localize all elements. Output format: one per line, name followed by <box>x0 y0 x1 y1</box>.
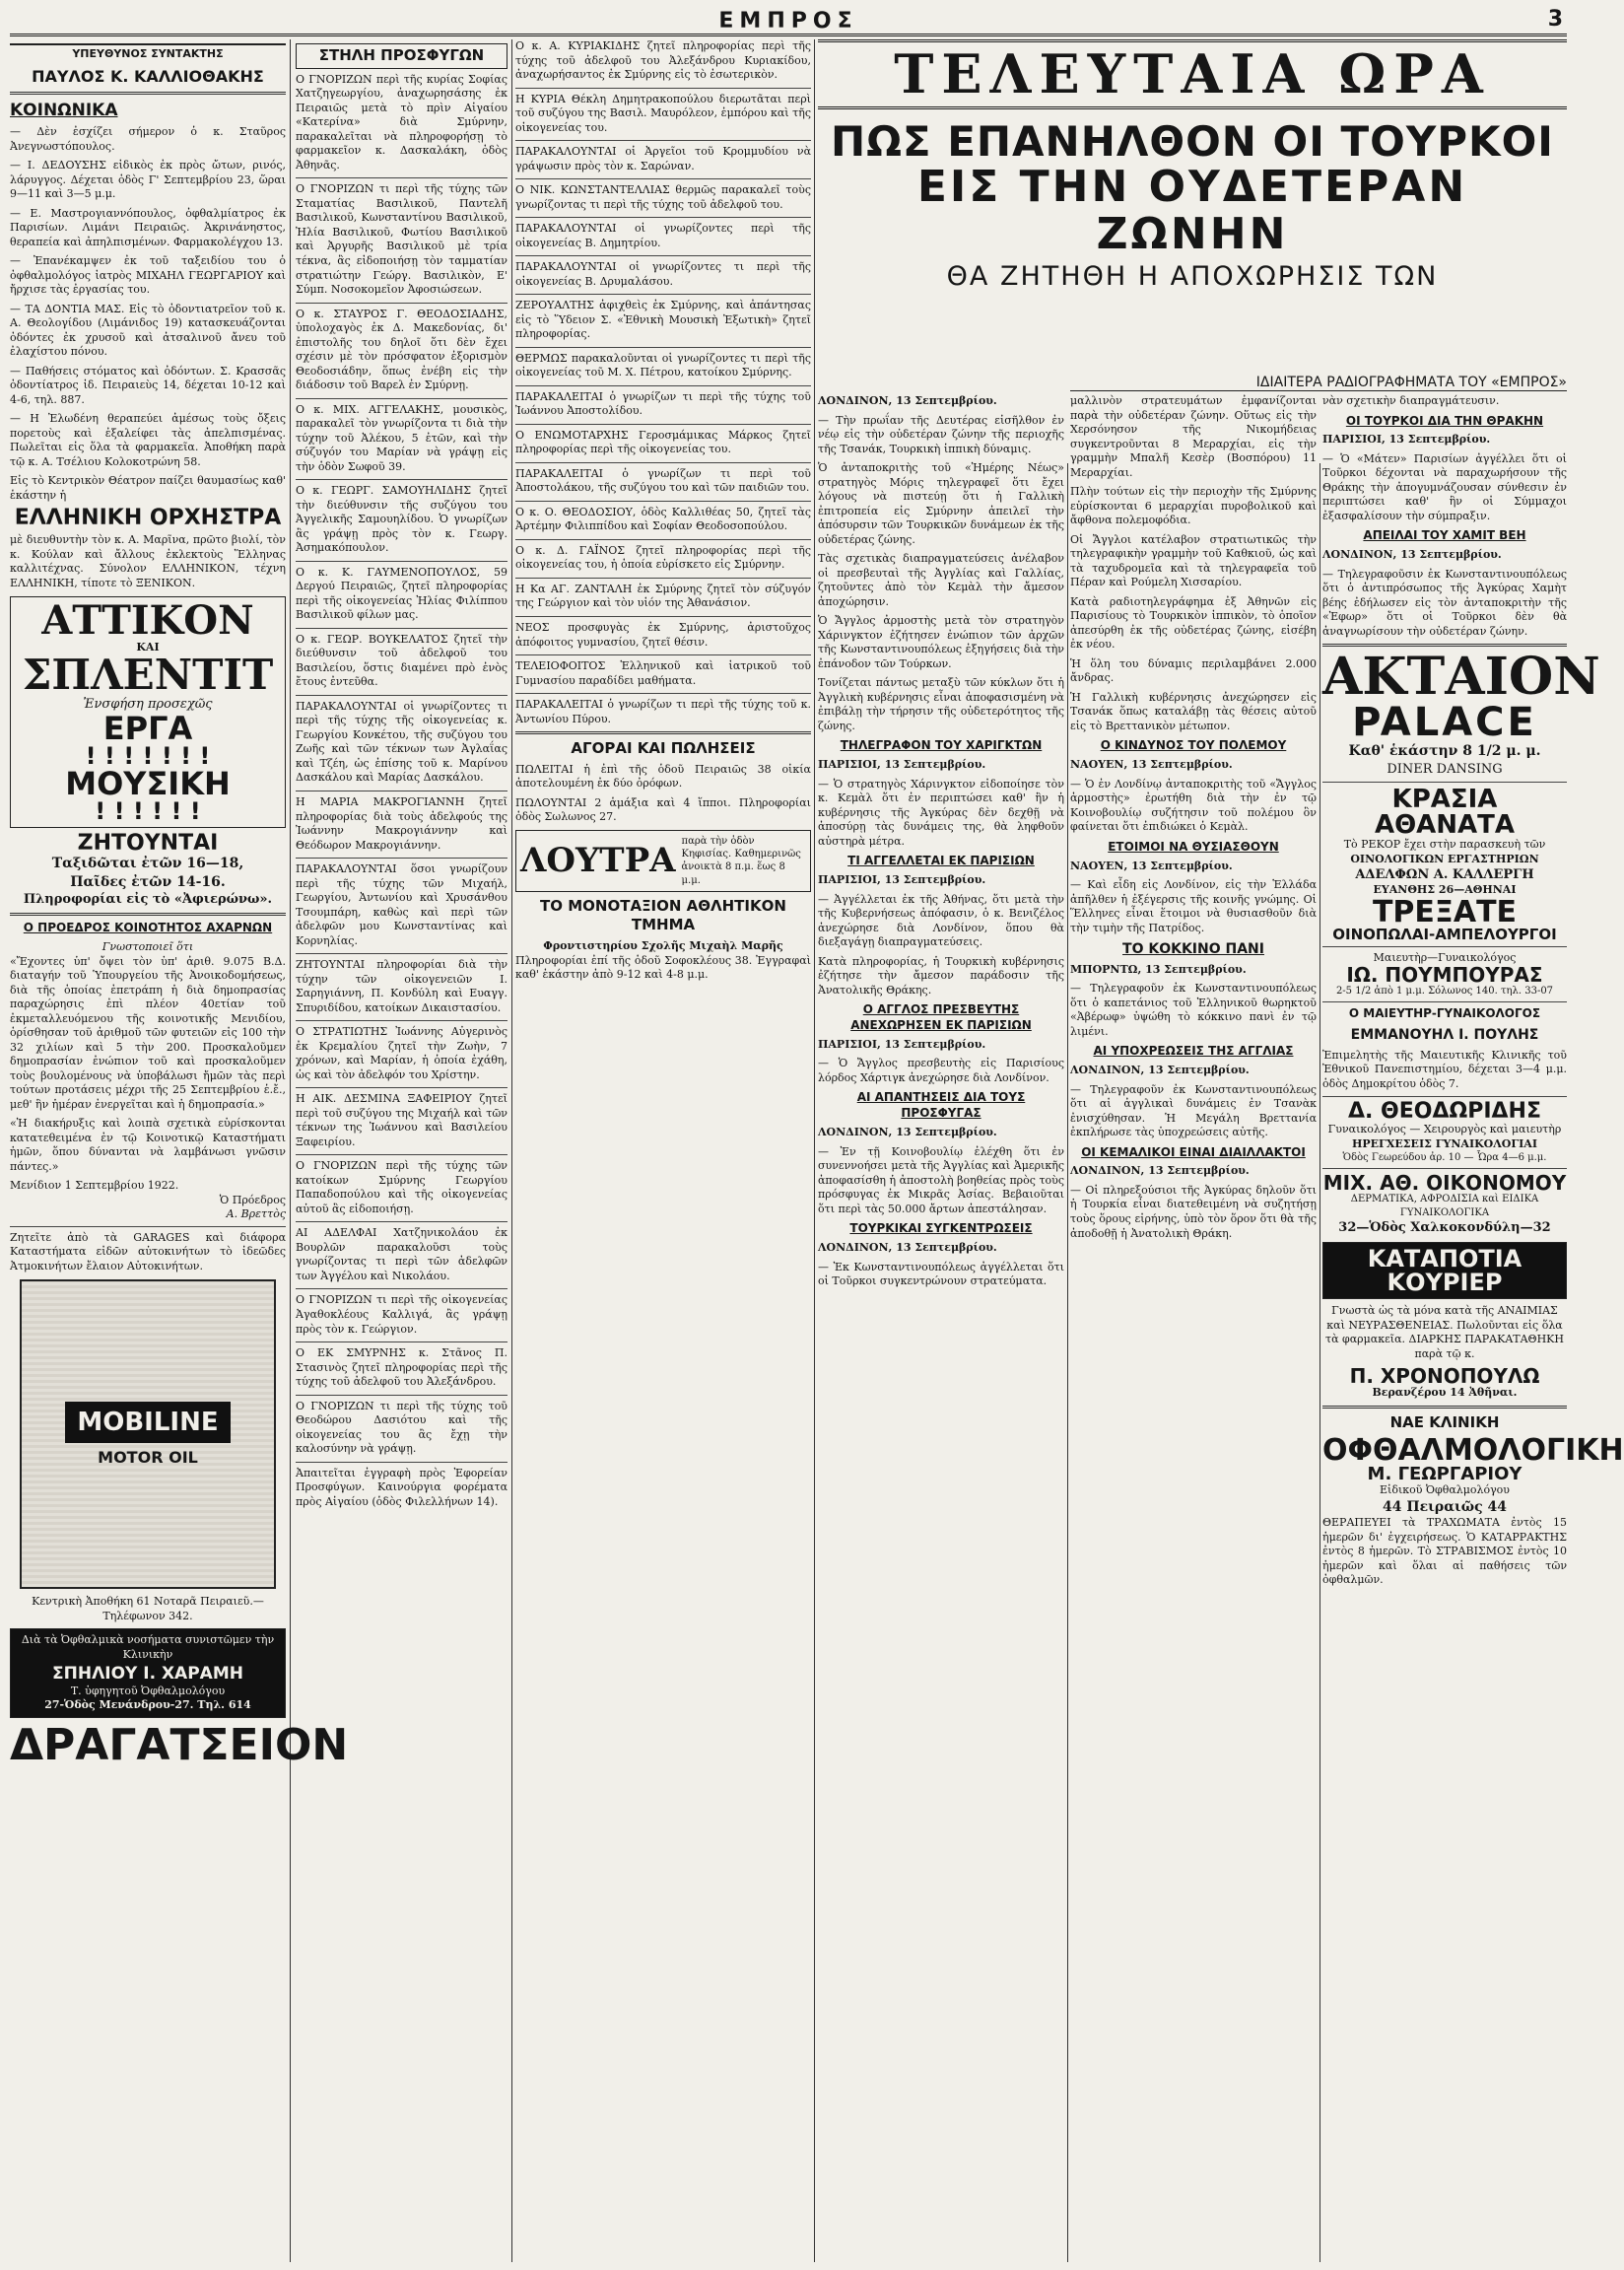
aktaion-palace: PALACE <box>1352 700 1537 746</box>
refugee-notice: ΝΕΟΣ προσφυγὰς ἐκ Σμύρνης, ἀριστοῦχος ἀπόφοιτος γυμνασίου, ζητεῖ θέσιν. <box>515 620 811 649</box>
wanted-title: ΖΗΤΟΥΝΤΑΙ <box>77 831 219 857</box>
refugee-items <box>296 73 508 1509</box>
dateline: ΠΑΡΙΣΙΟΙ, 13 Σεπτεμβρίου. <box>818 1037 986 1051</box>
refugee-column-title: ΣΤΗΛΗ ΠΡΟΣΦΥΓΩΝ <box>296 43 508 69</box>
refugee-notice: Ο ΣΤΡΑΤΙΩΤΗΣ Ἰωάννης Αὐγερινὸς ἐκ Κρεμαλίου ζητεῖ τὴν Ζωὴν, 7 χρόνων, καὶ Μαρίαν, ἡ ὁποία ἐχάθη, ὡς καὶ τὸν ἀδελφόν του Χρίστην. <box>296 1025 508 1081</box>
refugee-notice: Ο ΓΝΟΡΙΖΩΝ τι περὶ τῆς τύχης τῶν Σταματίας Βασιλικοῦ, Παντελῆ Βασιλικοῦ, Κωνσταντίνου Βασιλικοῦ, Ἠλία Βασιλικοῦ, Φωτίου Βασιλικοῦ καὶ Ἀργυρῆς Βασιλικοῦ μὲ τρία τέκνα, ἂς εἰδοποιήσῃ τὸν ταμματίαν στρατιώτην Γεώργ. Βασιλικὸν, Ε' Σύμπ. Νοσοκομεῖον Ἀφοσιώσεων. <box>296 182 508 297</box>
wine-sub: Τὸ ΡΕΚΟΡ ἔχει στὴν παρασκευὴ τῶν <box>1343 837 1546 851</box>
wine-treksate: ΤΡΕΞΑΤΕ <box>1372 894 1518 929</box>
divider <box>296 1288 508 1289</box>
column-3 <box>515 39 811 2262</box>
refugee-notice: Ο ΓΝΟΡΙΖΩΝ περὶ τῆς κυρίας Σοφίας Χατζηγεωργίου, ἀναχωρησάσης ἐκ Πειραιῶς μετὰ τὸ πρὶν Αἰγαίου «Κατερίνα» διὰ Σμύρνην, παρακαλεῖται νὰ πληροφορήσῃ τὸ φαρμακεῖον κ. Δασκαλάκη, ὁδὸς Ἀθηνᾶς. <box>296 72 508 172</box>
dateline: ΝΑΟΥΕΝ, 13 Σεπτεμβρίου. <box>1070 758 1233 772</box>
eye-clinic-ad <box>10 1628 286 1718</box>
kourier-name: Π. ΧΡΟΝΟΠΟΥΛΩ <box>1349 1364 1540 1389</box>
notice-body: «Ἔχοντες ὑπ' ὄψει τὸν ὑπ' ἀριθ. 9.075 Β.Δ. διαταγήν τοῦ Ὑπουργείου τῆς Ἀνοικοδομήσεως, διὰ τῆς ὁποίας ἐπετράπη ἡ διὰ δημοπρασίας παραχώρησις ἐπὶ πλέον 40ετίαν τοῦ ἐκμεταλλευόμενου τῆς κοινοτικῆς Μενιδίου, ὁρίσθησαν τοῦ ἀριθμοῦ τῶν φυτειῶν εἰς 100 τὴν 32 χιλίων καὶ 5 τὴν 200. Προσκαλοῦμεν δημοπρασίαν ἐνώπιον τοῦ καὶ προσκαλοῦμεν τοὺς βουλομένους νὰ ὑποβάλωσι ἤμῶν τὰς περὶ τούτων προτάσεις μέχρι τῆς 25 Σεπτεμβρίου ἑ.ἔ., μεθ' ἣν ἡμέραν ἐνεργεῖται καὶ ἡ δημοπρασία.» <box>10 954 286 1111</box>
divider <box>515 255 811 256</box>
divider <box>296 1020 508 1021</box>
divider <box>296 1087 508 1088</box>
subheading: Ο ΑΓΓΛΟΣ ΠΡΕΣΒΕΥΤΗΣ ΑΝΕΧΩΡΗΣΕΝ ΕΚ ΠΑΡΙΣΙΩΝ <box>850 1002 1032 1033</box>
article-para: — Ὁ «Μάτεν» Παρισίων ἀγγέλλει ὅτι οἱ Τοῦρκοι δέχονται νὰ παραχωρήσουν τῆς Θράκης τὴν ἀπογυμνάζουσαν σύνθεσιν ἐν περιπτώσει καθ' ἣν οἱ Σύμμαχοι ἐξασφαλίσουν τὴν σύμπραξιν. <box>1322 451 1567 522</box>
column-rule <box>814 39 815 2262</box>
subheading: ΑΙ ΥΠΟΧΡΕΩΣΕΙΣ ΤΗΣ ΑΓΓΛΙΑΣ <box>1093 1044 1294 1059</box>
column-1 <box>10 39 349 2262</box>
dateline: ΛΟΝΔΙΝΟΝ, 13 Σεπτεμβρίου. <box>1322 548 1502 562</box>
notice-date: Μενίδιον 1 Σεπτεμβρίου 1922. <box>10 1179 179 1193</box>
dateline: ΛΟΝΔΙΝΟΝ, 13 Σεπτεμβρίου. <box>818 394 997 407</box>
divider <box>296 177 508 178</box>
orchestra-title: ΕΛΛΗΝΙΚΗ ΟΡΧΗΣΤΡΑ <box>14 506 282 531</box>
eye-clinic-name: ΣΠΗΛΙΟΥ Ι. ΧΑΡΑΜΗ <box>52 1663 243 1684</box>
divider <box>515 616 811 617</box>
kourier-ad <box>1322 1242 1567 1299</box>
headline-byline: ΙΔΙΑΙΤΕΡΑ ΡΑΔΙΟΓΡΑΦΗΜΑΤΑ ΤΟΥ «ΕΜΠΡΟΣ» <box>1070 375 1567 391</box>
subheading: ΟΙ ΤΟΥΡΚΟΙ ΔΙΑ ΤΗΝ ΘΡΑΚΗΝ <box>1345 413 1544 428</box>
doctor-spec: ΔΕΡΜΑΤΙΚΑ, ΑΦΡΟΔΙΣΙΑ καὶ ΕΙΔΙΚΑ ΓΥΝΑΙΚΟΛΟΓΙΚΑ <box>1350 1194 1539 1218</box>
wine-address: ΕΥΑΝΘΗΣ 26—ΑΘΗΝΑΙ <box>1373 883 1517 897</box>
divider <box>515 501 811 502</box>
article-para: Τὰς σχετικὰς διαπραγματεύσεις ἀνέλαβον οἱ πρεσβευταὶ τῆς Ἀγγλίας καὶ Γαλλίας, ζητοῦντες ἀπὸ τὸν Κεμὰλ τὴν ἄμεσον ἀποχώρησιν. <box>818 552 1064 608</box>
cinema-and: ΚΑΙ <box>136 640 160 653</box>
article-para: — Ὁ ἐν Λονδίνῳ ἀνταποκριτὴς τοῦ «Ἄγγλος ἀρμοστὴς» ἐρωτήθη διὰ τὴν ἐν τῷ Κοινοβουλίῳ συζήτησιν τοῦ πολέμου ὃν φαίνεται ὅτι ἐπιδιώκει ὁ Κεμὰλ. <box>1070 777 1317 834</box>
divider <box>515 385 811 386</box>
article-para: — Ἐκ Κωνσταντινουπόλεως ἀγγέλλεται ὅτι οἱ Τοῦρκοι συγκεντρώνουν στρατεύματα. <box>818 1260 1064 1288</box>
refugee-notice: ΠΑΡΑΚΑΛΟΥΝΤΑΙ οἱ γνωρίζοντες τι περὶ τῆς οἰκογενείας Β. Δρυμαλάσου. <box>515 260 811 288</box>
divider <box>1322 1096 1567 1097</box>
refugee-notice: Η Κα ΑΓ. ΖΑΝΤΑΛΗ ἐκ Σμύρνης ζητεῖ τὸν σύζυγόν της Γεώργιον καὶ τὸν υἱόν της Ἀθανάσιον. <box>515 582 811 610</box>
subheading: ΟΙ ΚΕΜΑΛΙΚΟΙ ΕΙΝΑΙ ΔΙΑΙΛΛΑΚΤΟΙ <box>1081 1144 1306 1159</box>
divider <box>515 217 811 218</box>
school-text: Πληροφορίαι ἐπί τῆς ὁδοῦ Σοφοκλέους 38. Ἐγγραφαὶ καθ' ἑκάστην ἀπὸ 9-12 καὶ 4-8 μ.μ. <box>515 953 811 982</box>
refugee-notice: Ἀπαιτεῖται ἐγγραφὴ πρὸς Ἐφορείαν Προσφύγων. Καινούργια φορέματα πρὸς Αἰγαίου (ὁδὸς Φιλελλήνων 14). <box>296 1466 508 1508</box>
doctor-name: ΜΙΧ. ΑΘ. ΟΙΚΟΝΟΜΟΥ <box>1322 1171 1567 1196</box>
doctor-spec: Μαιευτὴρ—Γυναικολόγος <box>1373 950 1517 964</box>
divider <box>515 294 811 295</box>
notice-signer-name: Α. Βρεττὸς <box>226 1207 286 1221</box>
page-number: 3 <box>1547 7 1563 32</box>
school-sub: Φροντιστηρίου Σχολῆς Μιχαὴλ Μαρῆς <box>543 939 783 953</box>
subheading: ΤΙ ΑΓΓΕΛΛΕΤΑΙ ΕΚ ΠΑΡΙΣΙΩΝ <box>847 854 1035 868</box>
clinic-sub: ΝΑΕ ΚΛΙΝΙΚΗ <box>1389 1412 1500 1431</box>
doctor-address: Ὁδὸς Γεωρεύδου ἀρ. 10 — Ὧρα 4—6 μ.μ. <box>1342 1152 1547 1164</box>
cinema-name-1: ΑΤΤΙΚΟΝ <box>41 596 254 644</box>
garage-text: Ζητεῖτε ἀπὸ τὰ GARAGES καὶ διάφορα Καταστήματα εἰδῶν αὐτοκινήτων τὸ ἰδεῶδες Ἀτμοκινήτων ἔλαιον Αὐτοκινήτων. <box>10 1230 286 1273</box>
headline-block <box>818 39 1567 109</box>
article-para: — Καὶ εἶδη εἰς Λονδίνον, εἰς τὴν Ἑλλάδα ἀπῆλθεν ἡ ἐξέγερσις τῆς κοινῆς γνώμης. Οἱ Ἕλληνες εἶναι ἕτοιμοι νὰ θυσιασθοῦν διὰ τὴν τιμὴν τῆς Πατρίδος. <box>1070 878 1317 934</box>
dateline: ΠΑΡΙΣΙΟΙ, 13 Σεπτεμβρίου. <box>1322 433 1491 447</box>
wanted-line: Ταξιδῶται ἐτῶν 16—18, <box>51 856 244 872</box>
dateline: ΛΟΝΔΙΝΟΝ, 13 Σεπτεμβρίου. <box>1070 1164 1250 1178</box>
refugee-items-2 <box>515 39 811 726</box>
school-title: ΤΟ ΜΟΝΟΤΑΞΙΟΝ ΑΘΛΗΤΙΚΟΝ ΤΜΗΜΑ <box>540 896 786 934</box>
ad-item: ΠΩΛΟΥΝΤΑΙ 2 ἁμάξια καὶ 4 ἵπποι. Πληροφορίαι ὁδὸς Σωλωνος 27. <box>515 795 811 824</box>
baths-ad <box>515 830 811 892</box>
article-para: Οἱ Ἄγγλοι κατέλαβον στρατιωτικῶς τὴν τηλεγραφικὴν γραμμὴν τοῦ Καθκιοῦ, ὡς καὶ τὰ ταχυδρομεῖα καὶ τὰ τηλεγραφεῖα τοῦ Πέραν καὶ Ρούμελη Χισσαρίου. <box>1070 532 1317 589</box>
aktaion-title: ΑΚΤΑΙΟΝ <box>1322 647 1600 708</box>
divider <box>1322 1406 1567 1409</box>
ads-header: ΑΓΟΡΑΙ ΚΑΙ ΠΩΛΗΣΕΙΣ <box>571 739 756 758</box>
article-para: — Τηλεγραφοῦν ἐκ Κωνσταντινουπόλεως ὅτι αἱ ἀγγλικαὶ δυνάμεις ἐν Τσανὰκ ἐνισχύθησαν. Ἡ Μεγάλη Βρεττανία ἐκπλήρωσε τὰς ὑποχρεώσεις αὐτῆς. <box>1070 1082 1317 1139</box>
wanted-line: Πληροφορίαι εἰς τὸ «Ἀφιερώνω». <box>23 892 273 908</box>
aktaion-time: Καθ' ἑκάστην 8 1/2 μ. μ. <box>1348 743 1541 760</box>
refugee-notice: Ο ΕΝΩΜΟΤΑΡΧΗΣ Γεροσμάμικας Μάρκος ζητεῖ πληροφορίας περὶ τῆς οἰκογενείας του. <box>515 428 811 456</box>
divider <box>515 424 811 425</box>
article-para: Πλὴν τούτων εἰς τὴν περιοχὴν τῆς Σμύρνης εὑρίσκονται 6 μεραρχίαι πυροβολικοῦ καὶ ἄφθονα πολεμοφόδια. <box>1070 485 1317 527</box>
wine-sub-2: ΟΙΝΟΛΟΓΙΚΩΝ ΕΡΓΑΣΤΗΡΙΩΝ <box>1350 852 1539 865</box>
divider <box>515 140 811 141</box>
divider <box>10 1226 286 1227</box>
divider <box>296 628 508 629</box>
divider <box>515 178 811 179</box>
wine-brand: ΑΔΕΛΦΩΝ Α. ΚΑΛΛΕΡΓΗ <box>1355 867 1534 883</box>
headline-line-2: ΕΙΣ ΤΗΝ ΟΥΔΕΤΕΡΑΝ ΖΩΝΗΝ <box>916 162 1468 260</box>
social-item: — Ἐπανέκαμψεν ἐκ τοῦ ταξειδίου του ὁ ὀφθαλμολόγος ἰατρὸς ΜΙΧΑΗΛ ΓΕΩΡΓΑΡΙΟΥ καὶ ἤρχισε τὰς ἐργασίας του. <box>10 254 286 297</box>
divider <box>515 347 811 348</box>
article-para: Κατὰ ραδιοτηλεγράφημα ἐξ Ἀθηνῶν εἰς Παρισίους τὸ Τουρκικὸν ἱππικὸν, τὸ ὁποῖον ἀπεσύρθη ἐκ τῆς οὐδετέρας ζώνης, εἰσέβη ἐκ νέου. <box>1070 594 1317 652</box>
article-para: Ὁ Ἄγγλος ἀρμοστὴς μετὰ τὸν στρατηγὸν Χάρινγκτον ἐζήτησεν ἐνώπιον τῶν ἀρχῶν τῆς Κωνσταντινουπόλεως ἐξηγήσεις διὰ τὴν ἐπάνοδον τῶν Τούρκων. <box>818 614 1064 670</box>
divider <box>515 578 811 579</box>
refugee-notice: ΘΕΡΜΩΣ παρακαλοῦνται οἱ γνωρίζοντες τι περὶ τῆς οἰκογενείας τοῦ Μ. Χ. Πέτρου, κατοίκου Σμύρνης. <box>515 351 811 379</box>
divider <box>515 693 811 694</box>
social-item: — Ε. Μαστρογιαννόπουλος, ὀφθαλμίατρος ἐκ Παρισίων. Λιμάνι Πειραιῶς. Ἀκρινάνηστος, θεραπεία καὶ ἀπηλπισμένων. Φαρμακολέγχου 13. <box>10 206 286 248</box>
article-para: Ἡ Γαλλικὴ κυβέρνησις ἀνεχώρησεν εἰς Τσανάκ ὅπως καταλάβῃ τὰς θέσεις αὐτοῦ εἰς τὸ Βρεττανικὸν μέτωπον. <box>1070 690 1317 732</box>
refugee-notice: ΑΙ ΑΔΕΛΦΑΙ Χατζηνικολάου ἐκ Βουρλῶν παρακαλοῦσι τοὺς γνωρίζοντας τι περὶ τῶν ἀδελφῶν των Ἀγγέλου καὶ Νικολάου. <box>296 1226 508 1282</box>
divider <box>515 539 811 540</box>
divider <box>10 92 286 95</box>
headline-sub <box>818 117 1567 294</box>
baths-title: ΛΟΥΤΡΑ <box>520 841 676 881</box>
wine-shop: ΟΙΝΟΠΩΛΑΙ-ΑΜΠΕΛΟΥΡΓΟΙ <box>1332 925 1557 943</box>
refugee-notice: Ο ΓΝΟΡΙΖΩΝ τι περὶ τῆς τύχης τοῦ Θεοδώρου Δασιότου καὶ τῆς οἰκογενείας του ἂς ἔχῃ τὴν καλοσύνην νὰ γράψῃ. <box>296 1399 508 1456</box>
cinema-erga: ΕΡΓΑ <box>102 710 193 748</box>
social-item: — ΤΑ ΔΟΝΤΙΑ ΜΑΣ. Εἰς τὸ ὀδοντιατρεῖον τοῦ κ. Α. Θεολογίδου (Λιμάνιδος 19) κατασκευάζονται ὀδόντες ἐκ χρυσοῦ καὶ ἀτσαλινοῦ ἄνευ τοῦ ἐλαχίστου πόνου. <box>10 302 286 359</box>
refugee-notice: Ο ΓΝΟΡΙΖΩΝ περὶ τῆς τύχης τῶν κατοίκων Σμύρνης Γεωργίου Παπαδοπούλου καὶ τῆς οἰκογενείας αὐτοῦ ἂς εἰδοποιήσῃ. <box>296 1159 508 1215</box>
editor-name: ΠΑΥΛΟΣ Κ. ΚΑΛΛΙΟΘΑΚΗΣ <box>32 66 264 86</box>
article-para: — Οἱ πληρεξούσιοι τῆς Ἀγκύρας δηλοῦν ὅτι ἡ Τουρκία εἶναι διατεθειμένη νὰ συζητήσῃ τοὺς ὅρους εἰρήνης, ὑπὸ τὸν ὅρον ὅτι θὰ τῆς ἀποδοθῇ ἡ Ἀνατολικὴ Θράκη. <box>1070 1183 1317 1240</box>
refugee-notice: Ο κ. Α. ΚΥΡΙΑΚΙΔΗΣ ζητεῖ πληροφορίας περὶ τῆς τύχης τοῦ ἀδελφοῦ του Ἀλεξάνδρου Κυριακίδου, ἀναχωρήσαντος ἐκ Σμύρνης εἰς τὸ ἐσωτερικὸν. <box>515 39 811 82</box>
headline-line-1: ΠΩΣ ΕΠΑΝΗΛΘΟΝ ΟΙ ΤΟΥΡΚΟΙ <box>831 117 1554 166</box>
doctor-name: ΙΩ. ΠΟΥΜΠΟΥΡΑΣ <box>1346 963 1543 988</box>
article-para: — Ἀγγέλλεται ἐκ τῆς Ἀθήνας, ὅτι μετὰ τὴν τῆς Κυβερνήσεως ἀπόφασιν, ὁ κ. Βενιζέλος ἀνεχώρησε διὰ Λονδίνον, ὅπου θὰ διεξαγάγῃ διαπραγματεύσεις. <box>818 892 1064 949</box>
divider <box>1322 1168 1567 1169</box>
subheading: ΑΠΕΙΛΑΙ ΤΟΥ ΧΑΜΙΤ ΒΕΗ <box>1363 528 1526 543</box>
dateline: ΜΠΟΡΝΤΩ, 13 Σεπτεμβρίου. <box>1070 962 1247 976</box>
subheading: ΕΤΟΙΜΟΙ ΝΑ ΘΥΣΙΑΣΘΟΥΝ <box>1108 839 1279 854</box>
refugee-notice: ΠΑΡΑΚΑΛΕΙΤΑΙ ὁ γνωρίζων τι περὶ τῆς τύχης τοῦ Ἰωάννου Ἀποστολίδου. <box>515 389 811 418</box>
divider <box>515 88 811 89</box>
column-rule <box>1067 463 1068 2262</box>
subheading: ΤΟΥΡΚΙΚΑΙ ΣΥΓΚΕΝΤΡΩΣΕΙΣ <box>849 1221 1033 1236</box>
cinema-name-2: ΣΠΛΕΝΤΙΤ <box>22 651 274 700</box>
doctor-spec: Γυναικολόγος — Χειρουργὸς καὶ μαιευτὴρ <box>1327 1123 1562 1136</box>
doctor-name: ΕΜΜΑΝΟΥΗΛ Ι. ΠΟΥΛΗΣ <box>1350 1027 1539 1044</box>
cinema-sub: Ἐνσφήση προσεχῶς <box>83 697 213 713</box>
refugee-notice: ΠΑΡΑΚΑΛΟΥΝΤΑΙ ὅσοι γνωρίζουν περὶ τῆς τύχης τῶν Μιχαήλ, Γεωργίου, Ἀντωνίου καὶ Χρυσάνθου Τσουμπάρη, καθὼς καὶ περὶ τῶν ἀδελφῶν μου Κωνσταντίνας καὶ Κορνηλίας. <box>296 862 508 947</box>
subheading: ΑΙ ΑΠΑΝΤΗΣΕΙΣ ΔΙΑ ΤΟΥΣ ΠΡΟΣΦΥΓΑΣ <box>856 1090 1026 1121</box>
masthead <box>10 0 1567 36</box>
article-para: — Ὁ Ἄγγλος πρεσβευτὴς εἰς Παρισίους λόρδος Χάρτιγκ ἀνεχώρησε διὰ Λονδίνον. <box>818 1057 1064 1084</box>
subheading: ΤΗΛΕΓΡΑΦΟΝ ΤΟΥ ΧΑΡΙΓΚΤΩΝ <box>840 738 1043 753</box>
article-para: Κατὰ πληροφορίας, ἡ Τουρκικὴ κυβέρνησις ἐζήτησε τὴν ἄμεσον παράδοσιν τῆς Ἀνατολικῆς Θράκης. <box>818 954 1064 997</box>
mobiline-footer: Κεντρικὴ Ἀποθήκη 61 Νοταρᾶ Πειραιεῦ.—Τηλέφωνον 342. <box>32 1595 264 1622</box>
refugee-notice: Ο κ. ΓΕΩΡ. ΒΟΥΚΕΛΑΤΟΣ ζητεῖ τὴν διεύθυνσιν τοῦ ἀδελφοῦ του Βασιλείου, ὅστις διαμένει πρὸ ἐνὸς ἔτους ἐντεῦθα. <box>296 632 508 689</box>
refugee-notice: Ο ΕΚ ΣΜΥΡΝΗΣ κ. Στᾶνος Π. Στασινὸς ζητεῖ πληροφορίας περὶ τῆς τύχης τοῦ ἀδελφοῦ του Ἀλεξάνδρου. <box>296 1346 508 1389</box>
divider <box>296 1395 508 1396</box>
notice-body-2: «Ἡ διακήρυξις καὶ λοιπὰ σχετικὰ εὑρίσκονται κατατεθειμένα ἐν τῷ Κοινοτικῷ Καταστήματι ἡμῶν, ὅπου δύνανται νὰ λαμβάνωσι γνῶσιν πάντες.» <box>10 1117 286 1173</box>
mobiline-sub: MOTOR OIL <box>98 1448 198 1468</box>
clinic-text: ΘΕΡΑΠΕΥΕΙ τὰ ΤΡΑΧΩΜΑΤΑ ἐντὸς 15 ἡμερῶν δι' ἐγχειρήσεως. Ὁ ΚΑΤΑΡΡΑΚΤΗΣ ἐντὸς 8 ἡμερῶν. Τὸ ΣΤΡΑΒΙΣΜΟΣ ἐντὸς 10 ἡμερῶν καὶ ὅλαι αἱ παθήσεις τῶν ὀφθαλμῶν. <box>1322 1516 1567 1587</box>
column-5 <box>1070 394 1317 2262</box>
newspaper-name: ΕΜΠΡΟΣ <box>718 9 858 34</box>
refugee-notice: ΖΕΡΟΥΑΛΤΗΣ ἀφιχθεὶς ἐκ Σμύρνης, καὶ ἀπάντησας εἰς τὸ Ὕδειον Σ. «Ἐθνικὴ Μουσικὴ Ἐξωτικὴ» ζητεῖ πληροφορίας. <box>515 299 811 341</box>
notice-signer: Ὁ Πρόεδρος <box>219 1193 286 1206</box>
doctor-title: Ο ΜΑΙΕΥΤΗΡ-ΓΥΝΑΙΚΟΛΟΓΟΣ <box>1348 1006 1541 1021</box>
divider <box>1322 1001 1567 1002</box>
article-para: Τονίζεται πάντως μεταξὺ τῶν κύκλων ὅτι ἡ Ἀγγλικὴ κυβέρνησις εἶναι ἀποφασισμένη νὰ ἐπιβάλῃ τὴν τήρησιν τῆς οὐδετερότητος τῆς ζώνης. <box>818 676 1064 732</box>
dateline: ΛΟΝΔΙΝΟΝ, 13 Σεπτεμβρίου. <box>818 1126 997 1139</box>
dateline: ΠΑΡΙΣΙΟΙ, 13 Σεπτεμβρίου. <box>818 873 986 887</box>
headline-main: ΤΕΛΕΥΤΑΙΑ ΩΡΑ <box>894 42 1491 105</box>
column-4 <box>818 394 1064 2262</box>
refugee-notice: Ο κ. ΓΕΩΡΓ. ΣΑΜΟΥΗΛΙΔΗΣ ζητεῖ τὴν διεύθυνσιν τῆς συζύγου του Ἀγγελικῆς Σαμουηλίδου. Ὁ γνωρίζων ἂς γράψῃ πρὸς τὸν κ. Γεωργ. Ἀσημακόπουλον. <box>296 484 508 555</box>
divider <box>296 479 508 480</box>
divider <box>515 462 811 463</box>
doctor-address: 32—Ὁδὸς Χαλκοκονδύλη—32 <box>1338 1219 1551 1235</box>
mobiline-label: MOBILINE <box>65 1402 230 1443</box>
cinema-ad <box>10 596 286 829</box>
article-para: — Ὁ στρατηγὸς Χάρινγκτον εἰδοποίησε τὸν κ. Κεμὰλ ὅτι ἐν περιπτώσει καθ' ἣν ἡ κυβέρνησις τῆς Ἀγκύρας δὲν δεχθῇ νὰ ἀποσύρῃ τὰς δυνάμεις της, θὰ ληφθοῦν αὐστηρὰ μέτρα. <box>818 777 1064 848</box>
divider <box>296 858 508 859</box>
divider <box>296 1462 508 1463</box>
kourier-text: Γνωστὰ ὡς τὰ μόνα κατὰ τῆς ΑΝΑΙΜΙΑΣ καὶ ΝΕΥΡΑΣΘΕΝΕΙΑΣ. Πωλοῦνται εἰς ὅλα τὰ φαρμακεῖα. ΔΙΑΡΚΗΣ ΠΑΡΑΚΑΤΑΘΗΚΗ παρὰ τῷ κ. <box>1325 1303 1564 1360</box>
divider <box>296 398 508 399</box>
divider <box>296 1154 508 1155</box>
column-2 <box>296 39 508 2262</box>
divider <box>515 731 811 734</box>
doctor-text: Ἐπιμελητὴς τῆς Μαιευτικῆς Κλινικῆς τοῦ Ἐθνικοῦ Πανεπιστημίου, δέχεται 3—4 μ.μ. ὁδὸς Δημοκρίτου ὁδὸς 7. <box>1322 1048 1567 1090</box>
wanted-line: Παῖδες ἐτῶν 14-16. <box>70 873 226 890</box>
article-para: — Τηλεγραφοῦν ἐκ Κωνσταντινουπόλεως ὅτι ὁ καπετάνιος τοῦ Ἑλληνικοῦ θωρηκτοῦ «Ἀβέρωφ» ὑψώθη τὸ κόκκινο πανὶ ἐν τῷ λιμένι. <box>1070 982 1317 1038</box>
doctor-name: Δ. ΘΕΟΔΩΡΙΔΗΣ <box>1348 1099 1541 1125</box>
cinema-marks-2: ! ! ! ! ! ! <box>95 797 201 826</box>
aktaion-diner: DINER DANSING <box>1387 761 1503 777</box>
refugee-notice: ΠΑΡΑΚΑΛΟΥΝΤΑΙ οἱ γνωρίζοντες τι περὶ τῆς τύχης τῆς οἰκογενείας κ. Γεωργίου Κονκέτου, τῆς συζύγου του Ζωῆς καὶ τῶν τέκνων των Ἀγλαΐας καὶ Τζέη, ὡς ἐπίσης τοῦ κ. Μαρίνου Δασκάλου καὶ Μαρίας Δασκάλου. <box>296 699 508 785</box>
column-rule <box>511 39 512 2262</box>
divider <box>296 1221 508 1222</box>
eye-clinic-address: 27-Ὁδὸς Μενάνδρου-27. Τηλ. 614 <box>44 1698 251 1712</box>
subheading: Ο ΚΙΝΔΥΝΟΣ ΤΟΥ ΠΟΛΕΜΟΥ <box>1100 738 1287 753</box>
clinic-doctor: Μ. ΓΕΩΡΓΑΡΙΟΥ <box>1367 1464 1522 1485</box>
article-para: μαλλινὸν στρατευμάτων ἐμφανίζονται παρὰ τὴν οὐδετέραν ζώνην. Οὕτως εἰς τὴν Χερσόνησον τῆς Νικομήδειας συγκεντροῦνται 8 Μεραρχίαι, εἰς τὴν γραμμὴν Μπαλῆ Κεσὲρ (Βοσπόρου) 11 Μεραρχίαι. <box>1070 394 1317 479</box>
divider <box>296 303 508 304</box>
dateline: ΝΑΟΥΕΝ, 13 Σεπτεμβρίου. <box>1070 859 1233 872</box>
divider <box>1322 946 1567 947</box>
refugee-notice: Ο ΓΝΟΡΙΖΩΝ τι περὶ τῆς οἰκογενείας Ἀγαθοκλέους Καλλιγά, ἂς γράψῃ πρὸς τὸν κ. Γεώργιον. <box>296 1293 508 1336</box>
article-para: — Τηλεγραφοῦσιν ἐκ Κωνσταντινουπόλεως ὅτι ὁ ἀντιπρόσωπος τῆς Ἀγκύρας Χαμὴτ βέης ἐδήλωσεν εἰς τὸν ἀνταποκριτὴν τῆς «Ἐφωρ» ὅτι οἱ Τοῦρκοι δὲν θὰ ἀναγνωρίσουν τὴν οὐδετέραν ζώνην. <box>1322 567 1567 638</box>
clinic-title: ΟΦΘΑΛΜΟΛΟΓΙΚΗ <box>1322 1433 1624 1469</box>
article-para: Ὁ ἀνταποκριτὴς τοῦ «Ἠμέρης Νέως» στρατηγὸς Μόρις τηλεγραφεῖ ὅτι ἔχει λόγους νὰ πιστεύῃ ὅτι ἡ Γαλλικὴ ἐπιτροπεία εἰς Σμύρνην ἀπειλεῖ τὴν ἀπόσυρσιν τῶν Τουρκικῶν δυνάμεων ἐκ τῆς οὐδετέρας ζώνης. <box>818 461 1064 546</box>
column-rule <box>290 39 291 2262</box>
refugee-notice: ΖΗΤΟΥΝΤΑΙ πληροφορίαι διὰ τὴν τύχην τῶν οἰκογενειῶν Ι. Σαρηγιάννη, Π. Κονδύλη καὶ Ευαγγ. Σπυριδίδου, κατοίκων Δικαιστασίου. <box>296 958 508 1014</box>
refugee-notice: Ο κ. Κ. ΓΑΥΜΕΝΟΠΟΥΛΟΣ, 59 Δεργού Πειραιῶς, ζητεῖ πληροφορίας περὶ τῆς οἰκογενείας Ἠλίας Φιλίππου Βασιλικοῦ φίλων μας. <box>296 565 508 622</box>
refugee-notice: ΠΑΡΑΚΑΛΕΙΤΑΙ ὁ γνωρίζων τι περὶ τοῦ Ἀποστολάκου, τῆς συζύγου του καὶ τῶν παιδιῶν του. <box>515 466 811 495</box>
refugee-notice: ΠΑΡΑΚΑΛΟΥΝΤΑΙ οἱ Ἀργεῖοι τοῦ Κρομμυδίου νὰ γράψωσιν πρὸς τὸν κ. Σαρώναν. <box>515 145 811 172</box>
refugee-notice: Η ΚΥΡΙΑ Θέκλη Δημητρακοπούλου διερωτᾶται περὶ τοῦ συζύγου της Βασιλ. Μαυρόλεον, ἐμπόρου καὶ τῆς οἰκογενείας του. <box>515 92 811 134</box>
social-item: — Δὲν ἐσχίζει σήμερον ὁ κ. Σταῦρος Ἀνεγνωστόπουλος. <box>10 125 286 153</box>
refugee-notice: ΠΑΡΑΚΑΛΕΙΤΑΙ ὁ γνωρίζων τι περὶ τῆς τύχης τοῦ κ. Ἀντωνίου Πύρου. <box>515 698 811 725</box>
column-6 <box>1322 394 1624 2262</box>
editor-label: ΥΠΕΥΘΥΝΟΣ ΣΥΝΤΑΚΤΗΣ <box>10 43 286 62</box>
dateline: ΛΟΝΔΙΝΟΝ, 13 Σεπτεμβρίου. <box>818 1241 997 1254</box>
refugee-notice: Ο κ. Δ. ΓΑΪΝΟΣ ζητεῖ πληροφορίας περὶ τῆς οἰκογενείας του, ἡ ὁποία εὑρίσκετο εἰς Σμύρνην. <box>515 543 811 572</box>
kourier-address: Βερανζέρου 14 Ἀθῆναι. <box>1372 1386 1518 1400</box>
article-para: — Ἐν τῇ Κοινοβουλίῳ ἐλέχθη ὅτι ἐν συνεννοήσει μετὰ τῆς Ἀγγλίας καὶ Ἀμερικῆς ἀποφασίσθη ἡ ἀποστολὴ βοηθείας πρὸς τοὺς πρόσφυγας ἐκ Μικρᾶς Ἀσίας. Βεβαιοῦται ὅτι περὶ τὰς 50.000 ἄρτων ἀπεστάλησαν. <box>818 1144 1064 1215</box>
refugee-notice: ΤΕΛΕΙΟΦΟΙΤΟΣ Ἑλληνικοῦ καὶ ἰατρικοῦ τοῦ Γυμνασίου παραδίδει μαθήματα. <box>515 659 811 687</box>
dragatseion-title: ΔΡΑΓΑΤΣΕΙΟΝ <box>10 1719 349 1770</box>
eye-clinic-line: Διὰ τὰ Ὀφθαλμικὰ νοσήματα συνιστῶμεν τὴν Κλινικὴν <box>21 1633 275 1661</box>
refugee-notice: Ο κ. ΣΤΑΥΡΟΣ Γ. ΘΕΟΔΟΣΙΑΔΗΣ, ὑπολοχαγὸς ἐκ Δ. Μακεδονίας, δι' ἐπιστολῆς του δηλοῖ ὅτι δὲν ἔχει σχέσιν μὲ τὸν πρόσφατον ἐξορισμὸν Θεοδοσιάδην, ὅπως ἐνέβη εἰς τὴν διάδοσιν τοῦ Βαρελ ἐν Σμύρνῃ. <box>296 307 508 392</box>
social-item: Εἰς τὸ Κεντρικὸν Θέατρον παίζει θαυμασίως καθ' ἑκάστην ἡ <box>10 474 286 502</box>
social-item: — Ι. ΔΕΔΟΥΣΗΣ εἰδικὸς ἐκ πρὸς ὤτων, ρινός, λάρυγγος. Δέχεται ὁδὸς Γ' Σεπτεμβρίου 23, ὥραι 9—11 καὶ 3—5 μ.μ. <box>10 159 286 201</box>
divider <box>515 654 811 655</box>
divider <box>1322 782 1567 783</box>
divider <box>296 953 508 954</box>
ad-item: ΠΩΛΕΙΤΑΙ ἡ ἐπὶ τῆς ὁδοῦ Πειραιῶς 38 οἰκία ἀποτελουμένη ἐκ δύο ὀρόφων. <box>515 762 811 791</box>
mobiline-ad-image <box>20 1279 276 1589</box>
baths-text: παρὰ τὴν ὁδὸν Κηφισίας. Καθημερινῶς ἀνοικτὰ 8 π.μ. ἕως 8 μ.μ. <box>681 835 801 886</box>
headline-line-3: ΘΑ ΖΗΤΗΘΗ Η ΑΠΟΧΩΡΗΣΙΣ ΤΩΝ <box>946 260 1439 292</box>
divider <box>10 913 286 916</box>
dateline: ΛΟΝΔΙΝΟΝ, 13 Σεπτεμβρίου. <box>1070 1064 1250 1077</box>
subheading: ΤΟ ΚΟΚΚΙΝΟ ΠΑΝΙ <box>1122 941 1264 958</box>
eye-clinic-line: Τ. ὑφηγητοῦ Ὀφθαλμολόγου <box>70 1684 226 1697</box>
refugee-notice: ΠΑΡΑΚΑΛΟΥΝΤΑΙ οἱ γνωρίζοντες περὶ τῆς οἰκογενείας Β. Δημητρίου. <box>515 222 811 249</box>
notice-title: Ο ΠΡΟΕΔΡΟΣ ΚΟΙΝΟΤΗΤΟΣ ΑΧΑΡΝΩΝ <box>23 921 273 935</box>
cinema-marks: ! ! ! ! ! ! ! <box>85 742 211 771</box>
refugee-notice: Ο κ. ΜΙΧ. ΑΓΓΕΛΑΚΗΣ, μουσικὸς, παρακαλεῖ τὸν γνωρίζοντα τι διὰ τὴν τύχην τοῦ Ἀλέκου, 5 ἐτῶν, καὶ τὴν σύζυγόν του Μαρίαν νὰ γράψῃ εἰς τὴν ὁδὸν Σωφοῦ 39. <box>296 402 508 473</box>
article-para: Ἡ ὅλη του δύναμις περιλαμβάνει 2.000 ἄνδρας. <box>1070 656 1317 685</box>
article-para: νὰν σχετικὴν διαπραγμάτευσιν. <box>1322 394 1500 407</box>
cinema-music: ΜΟΥΣΙΚΗ <box>65 765 231 803</box>
clinic-address: 44 Πειραιῶς 44 <box>1383 1498 1507 1515</box>
social-item: — Η Ἐλωδένη θεραπεύει ἀμέσως τοὺς ὄξεις πορετοὺς καὶ ἐξαλείφει τὰς ἀπελπισμένας. Πωλεῖται εἰς ὅλα τὰ φαρμακεῖα. Ἀποθήκη παρὰ τῷ κ. Α. Τσέλιου Κολοκοτρώνη 58. <box>10 412 286 468</box>
dateline: ΠΑΡΙΣΙΟΙ, 13 Σεπτεμβρίου. <box>818 758 986 772</box>
social-item: — Παθήσεις στόματος καὶ ὀδόντων. Σ. Κρασσᾶς ὀδοντίατρος ἰδ. Πειραιεὺς 14, δέχεται 10-12 καὶ 4-6, τηλ. 887. <box>10 364 286 406</box>
divider <box>296 1341 508 1342</box>
article-para: — Τὴν πρωΐαν τῆς Δευτέρας εἰσῆλθον ἐν νέῳ εἰς τὴν οὐδετέραν ζώνην τῆς περιοχῆς τῆς Τσανάκ, Τουρκικὴ ἱππικὴ δύναμις. <box>818 413 1064 455</box>
orchestra-text: μὲ διευθυντὴν τὸν κ. Α. Μαρῖνα, πρῶτο βιολί, τὸν κ. Κούλαν καὶ ἄλλους ἐκλεκτοὺς Ἕλληνας καλλιτέχνας. Σύνολον ΕΛΛΗΝΙΚΟΝ, τέχνη ΕΛΛΗΝΙΚΗ, τίποτε τὸ ΞΕΝΙΚΟΝ. <box>10 533 286 589</box>
refugee-notice: Η ΑΙΚ. ΔΕΣΜΙΝΑ ΞΑΦΕΙΡΙΟΥ ζητεῖ περὶ τοῦ συζύγου της Μιχαήλ καὶ τῶν τέκνων της Ἰωάννου καὶ Βασιλείου Ξαφειρίου. <box>296 1092 508 1148</box>
divider <box>296 561 508 562</box>
clinic-spec: Εἰδικοῦ Ὀφθαλμολόγου <box>1380 1483 1510 1497</box>
kourier-title: ΚΑΤΑΠΟΤΙΑ ΚΟΥΡΙΕΡ <box>1367 1244 1522 1296</box>
notice-sub: Γνωστοποιεῖ ὅτι <box>102 940 194 954</box>
doctor-sub: ΗΡΕΓΧΕΣΕΙΣ ΓΥΝΑΙΚΟΛΟΓΙΑΙ <box>1352 1136 1537 1150</box>
refugee-notice: Η ΜΑΡΙΑ ΜΑΚΡΟΓΙΑΝΝΗ ζητεῖ πληροφορίας διὰ τοὺς ἀδελφούς της Ἰωάννην Μακρογιάννην καὶ Θεόδωρον Μακρογιάννην. <box>296 795 508 852</box>
divider <box>296 695 508 696</box>
refugee-notice: Ο ΝΙΚ. ΚΩΝΣΤΑΝΤΕΛΛΙΑΣ θερμῶς παρακαλεῖ τοὺς γνωρίζοντας τι περὶ τῆς τύχης τοῦ ἀδελφοῦ του. <box>515 183 811 211</box>
wine-title: ΚΡΑΣΙΑ ΑΘΑΝΑΤΑ <box>1374 784 1516 840</box>
refugee-notice: Ο κ. Ο. ΘΕΟΔΟΣΙΟΥ, ὁδὸς Καλλιθέας 50, ζητεῖ τὰς Ἀρτέμην Φιλιππίδου καὶ Σοφίαν Θεοδοσοπούλου. <box>515 505 811 533</box>
doctor-hours: 2-5 1/2 ἀπὸ 1 μ.μ. Σόλωνος 140. τηλ. 33-07 <box>1335 986 1554 997</box>
section-social: ΚΟΙΝΩΝΙΚΑ <box>10 100 118 120</box>
